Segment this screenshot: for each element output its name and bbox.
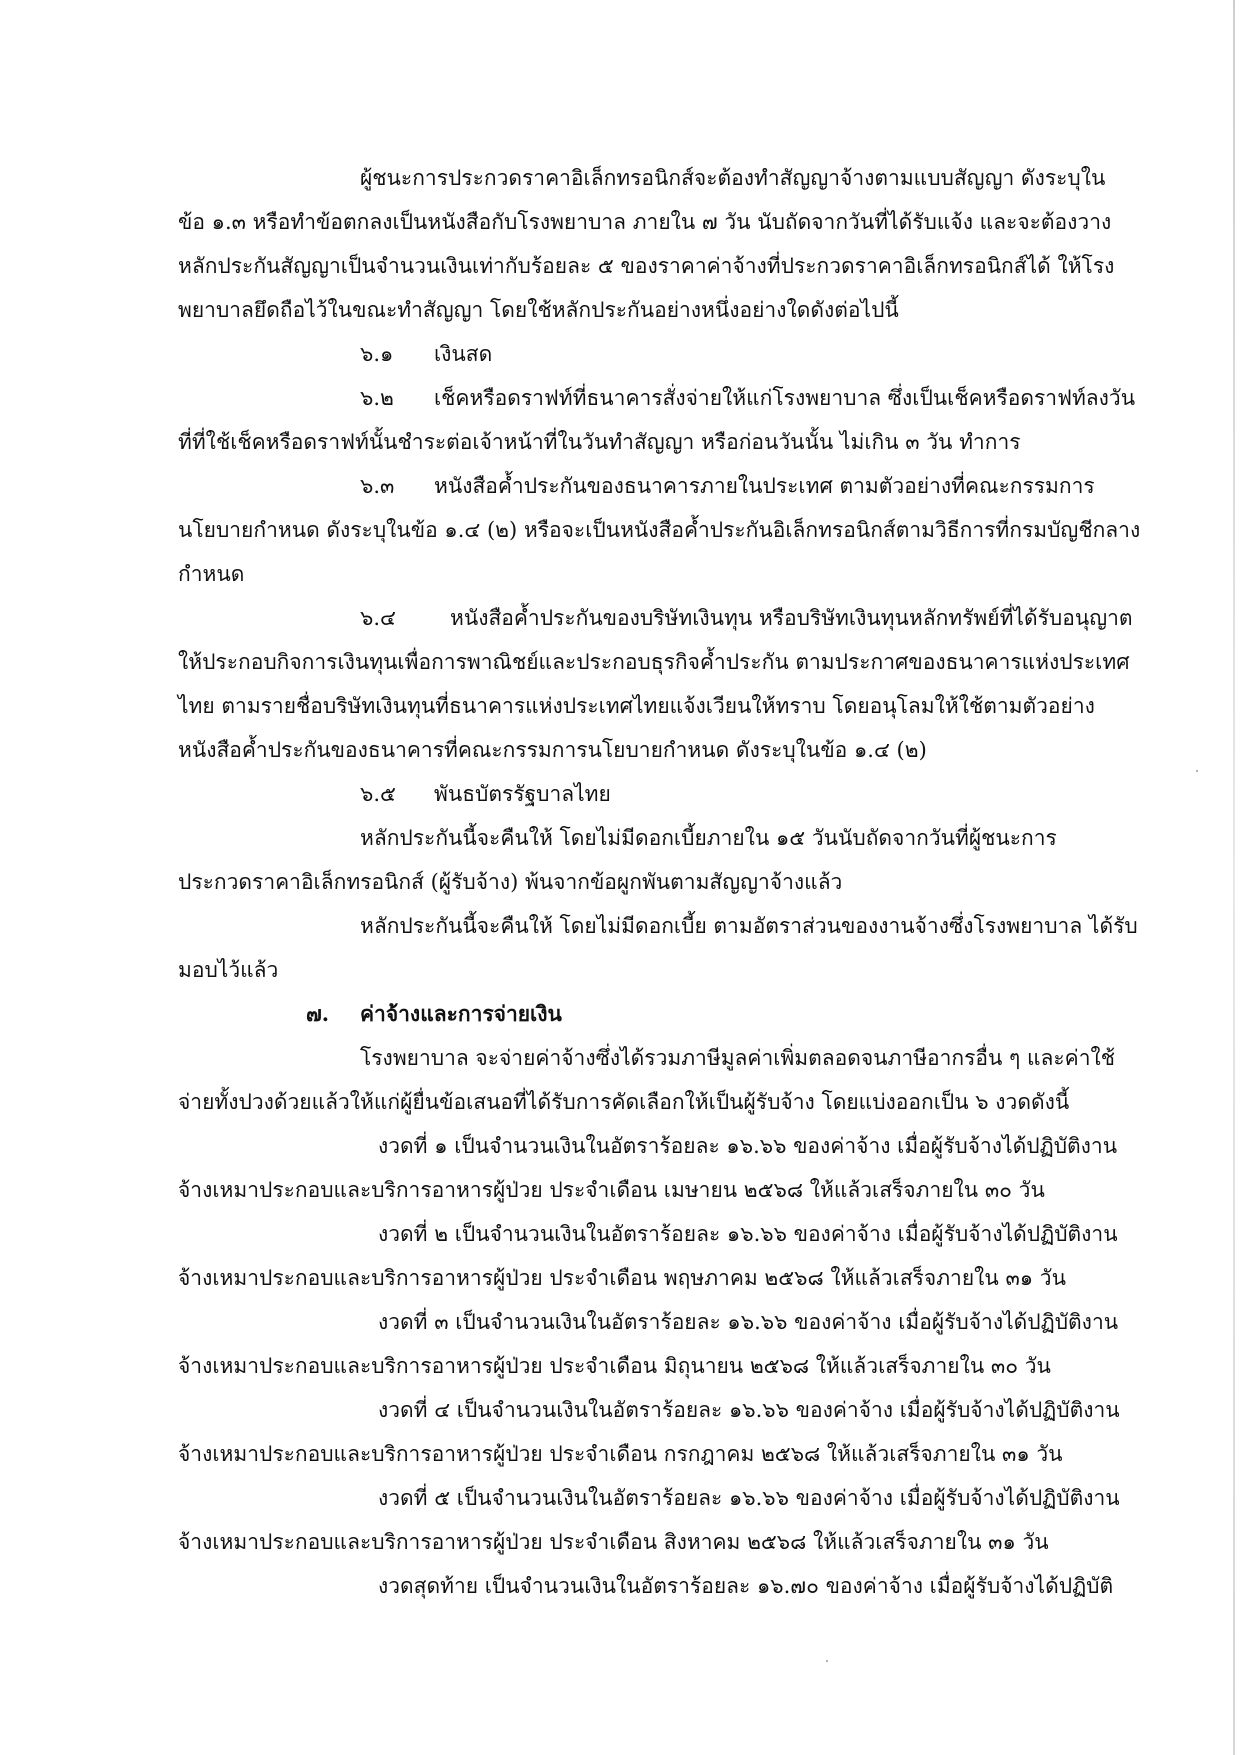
scan-speck (1196, 770, 1198, 772)
item-text: หนังสือค้ำประกันของธนาคารภายในประเทศ ตามตัวอย่างที่คณะกรรมการ (434, 474, 1095, 498)
paragraph-line: หลักประกันสัญญาเป็นจำนวนเงินเท่ากับร้อยละ ๕ ของราคาค่าจ้างที่ประกวดราคาอิเล็กทรอนิกส์ได้ ให้โรง (178, 254, 1115, 278)
paragraph-line: หลักประกันนี้จะคืนให้ โดยไม่มีดอกเบี้ย ตามอัตราส่วนของงานจ้างซึ่งโรงพยาบาล ได้รับ (360, 914, 1138, 938)
installment-line: งวดสุดท้าย เป็นจำนวนเงินในอัตราร้อยละ ๑๖.๗๐ ของค่าจ้าง เมื่อผู้รับจ้างได้ปฏิบัติ (378, 1574, 1114, 1598)
paragraph-line: หลักประกันนี้จะคืนให้ โดยไม่มีดอกเบี้ยภายใน ๑๕ วันนับถัดจากวันที่ผู้ชนะการ (360, 826, 1057, 850)
installment-line: งวดที่ ๑ เป็นจำนวนเงินในอัตราร้อยละ ๑๖.๖๖ ของค่าจ้าง เมื่อผู้รับจ้างได้ปฏิบัติงาน (378, 1134, 1118, 1158)
item-text-continued: ที่ที่ใช้เช็คหรือดราฟท์นั้นชำระต่อเจ้าหน้าที่ในวันทำสัญญา หรือก่อนวันนั้น ไม่เกิน ๓ วัน ทำการ (178, 430, 1021, 454)
installment-line: จ้างเหมาประกอบและบริการอาหารผู้ป่วย ประจำเดือน เมษายน ๒๕๖๘ ให้แล้วเสร็จภายใน ๓๐ วัน (178, 1178, 1045, 1202)
installment-line: จ้างเหมาประกอบและบริการอาหารผู้ป่วย ประจำเดือน กรกฎาคม ๒๕๖๘ ให้แล้วเสร็จภายใน ๓๑ วัน (178, 1442, 1063, 1466)
paragraph-line: พยาบาลยึดถือไว้ในขณะทำสัญญา โดยใช้หลักประกันอย่างหนึ่งอย่างใดดังต่อไปนี้ (178, 298, 899, 322)
paragraph-line: โรงพยาบาล จะจ่ายค่าจ้างซึ่งได้รวมภาษีมูลค่าเพิ่มตลอดจนภาษีอากรอื่น ๆ และค่าใช้ (360, 1046, 1116, 1070)
installment-line: จ้างเหมาประกอบและบริการอาหารผู้ป่วย ประจำเดือน พฤษภาคม ๒๕๖๘ ให้แล้วเสร็จภายใน ๓๑ วัน (178, 1266, 1066, 1290)
paragraph-line: ประกวดราคาอิเล็กทรอนิกส์ (ผู้รับจ้าง) พ้นจากข้อผูกพันตามสัญญาจ้างแล้ว (178, 870, 843, 894)
installment-line: งวดที่ ๕ เป็นจำนวนเงินในอัตราร้อยละ ๑๖.๖๖ ของค่าจ้าง เมื่อผู้รับจ้างได้ปฏิบัติงาน (378, 1486, 1120, 1510)
item-number: ๖.๕ (360, 782, 396, 806)
item-number: ๖.๑ (360, 342, 394, 366)
paragraph-line: ผู้ชนะการประกวดราคาอิเล็กทรอนิกส์จะต้องทำสัญญาจ้างตามแบบสัญญา ดังระบุใน (360, 166, 1106, 190)
installment-line: งวดที่ ๓ เป็นจำนวนเงินในอัตราร้อยละ ๑๖.๖๖ ของค่าจ้าง เมื่อผู้รับจ้างได้ปฏิบัติงาน (378, 1310, 1119, 1334)
paragraph-line: จ่ายทั้งปวงด้วยแล้วให้แก่ผู้ยื่นข้อเสนอที่ได้รับการคัดเลือกให้เป็นผู้รับจ้าง โดยแบ่งออกเป็น ๖ งวดดังนี้ (178, 1090, 1070, 1114)
item-text: เช็คหรือดราฟท์ที่ธนาคารสั่งจ่ายให้แก่โรงพยาบาล ซึ่งเป็นเช็คหรือดราฟท์ลงวัน (434, 386, 1136, 410)
paragraph-line: มอบไว้แล้ว (178, 958, 279, 982)
item-text-continued: ให้ประกอบกิจการเงินทุนเพื่อการพาณิชย์และประกอบธุรกิจค้ำประกัน ตามประกาศของธนาคารแห่งประเทศ (178, 650, 1130, 674)
item-text: พันธบัตรรัฐบาลไทย (434, 782, 611, 806)
item-text: เงินสด (434, 342, 493, 366)
scan-edge-shadow (1233, 0, 1235, 1755)
scan-speck (826, 1660, 828, 1662)
item-text-continued: กำหนด (178, 562, 245, 586)
item-text-continued: นโยบายกำหนด ดังระบุในข้อ ๑.๔ (๒) หรือจะเป็นหนังสือค้ำประกันอิเล็กทรอนิกส์ตามวิธีการที่กรมบัญชีกลาง (178, 518, 1141, 542)
section-heading: ค่าจ้างและการจ่ายเงิน (360, 1001, 562, 1026)
installment-line: งวดที่ ๔ เป็นจำนวนเงินในอัตราร้อยละ ๑๖.๖๖ ของค่าจ้าง เมื่อผู้รับจ้างได้ปฏิบัติงาน (378, 1398, 1120, 1422)
item-number: ๖.๔ (360, 606, 396, 630)
item-text-continued: หนังสือค้ำประกันของธนาคารที่คณะกรรมการนโยบายกำหนด ดังระบุในข้อ ๑.๔ (๒) (178, 738, 927, 762)
item-text: หนังสือค้ำประกันของบริษัทเงินทุน หรือบริษัทเงินทุนหลักทรัพย์ที่ได้รับอนุญาต (450, 606, 1133, 630)
section-number: ๗. (306, 1001, 330, 1026)
item-text-continued: ไทย ตามรายชื่อบริษัทเงินทุนที่ธนาคารแห่งประเทศไทยแจ้งเวียนให้ทราบ โดยอนุโลมให้ใช้ตามตัวอย่าง (178, 694, 1095, 718)
item-number: ๖.๓ (360, 474, 395, 498)
installment-line: งวดที่ ๒ เป็นจำนวนเงินในอัตราร้อยละ ๑๖.๖๖ ของค่าจ้าง เมื่อผู้รับจ้างได้ปฏิบัติงาน (378, 1222, 1118, 1246)
paragraph-line: ข้อ ๑.๓ หรือทำข้อตกลงเป็นหนังสือกับโรงพยาบาล ภายใน ๗ วัน นับถัดจากวันที่ได้รับแจ้ง และจะต้องวาง (178, 210, 1112, 234)
item-number: ๖.๒ (360, 386, 394, 410)
installment-line: จ้างเหมาประกอบและบริการอาหารผู้ป่วย ประจำเดือน มิถุนายน ๒๕๖๘ ให้แล้วเสร็จภายใน ๓๐ วัน (178, 1354, 1051, 1378)
installment-line: จ้างเหมาประกอบและบริการอาหารผู้ป่วย ประจำเดือน สิงหาคม ๒๕๖๘ ให้แล้วเสร็จภายใน ๓๑ วัน (178, 1530, 1049, 1554)
